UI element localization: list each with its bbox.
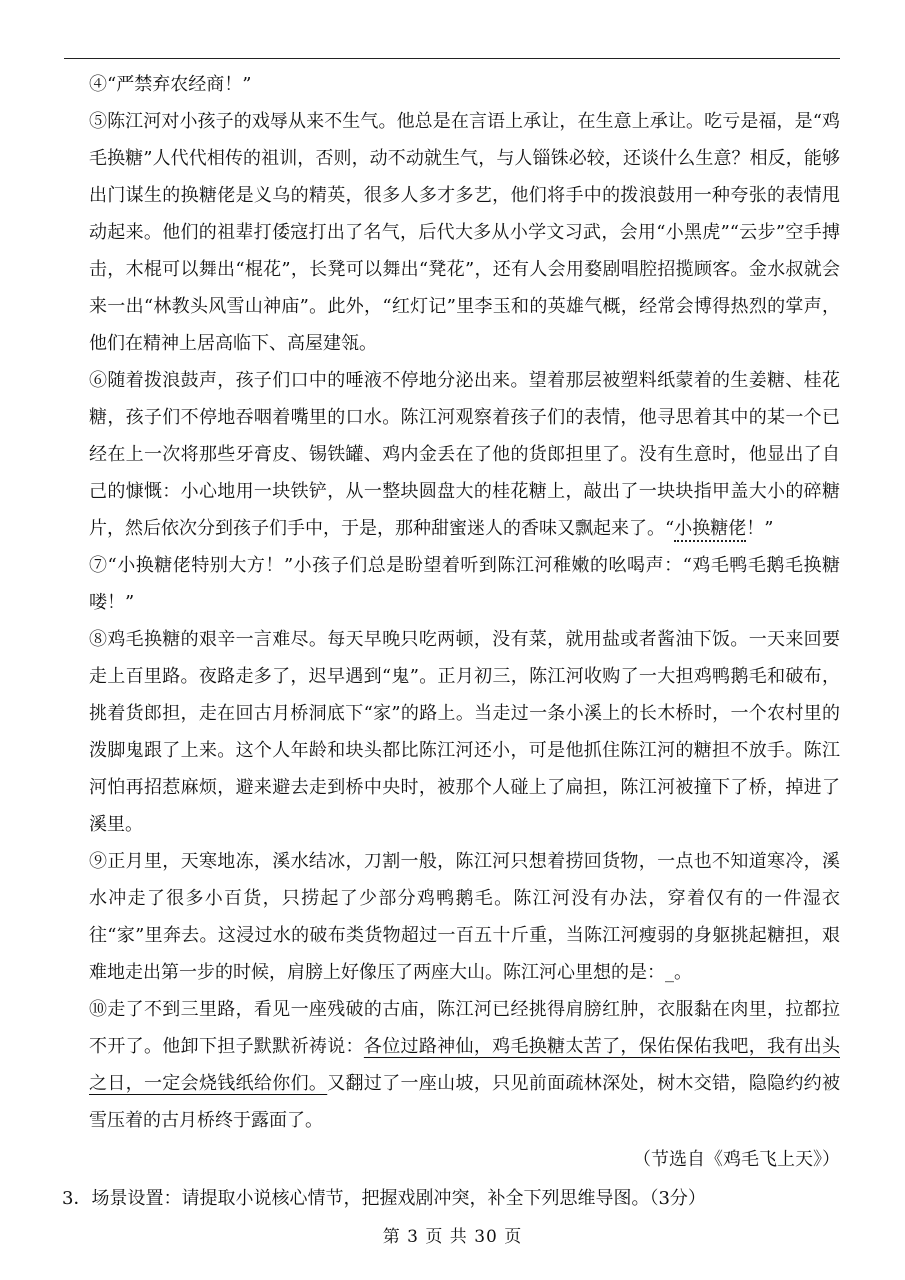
passage xyxy=(64,66,840,1217)
paragraph-9: ⑨正月里，天寒地冻，溪水结冰，刀割一般，陈江河只想着捞回货物，一点也不知道寒冷，溪水冲走了很多小百货，只捞起了少部分鸡鸭鹅毛。陈江河没有办法，穿着仅有的一件湿衣往“家”里奔去。这浸过水的破布类货物超过一百五十斤重，当陈江河瘦弱的身躯挑起糖担，艰难地走出第一步的时候，肩膀上好像压了两座大山。陈江河心里想的是：_。 xyxy=(89,851,840,983)
top-rule xyxy=(64,58,840,59)
paragraph-10 xyxy=(64,991,840,1139)
paragraph-8: ⑧鸡毛换糖的艰辛一言难尽。每天早晚只吃两顿，没有菜，就用盐或者酱油下饭。一天来回要走上百里路。夜路走多了，迟早遇到“鬼”。正月初三，陈江河收购了一大担鸡鸭鹅毛和破布，挑着货郎担，走在回古月桥洞底下“家”的路上。当走过一条小溪上的长木桥时，一个农村里的泼脚鬼跟了上来。这个人年龄和块头都比陈江河还小，可是他抓住陈江河的糖担不放手。陈江河怕再招惹麻烦，避来避去走到桥中央时，被那个人碰上了扁担，陈江河被撞下了桥，掉进了溪里。 xyxy=(89,629,840,835)
underlined-prayer: 各位过路神仙，鸡毛换糖太苦了，保佑保佑我吧，我有出头之日，一定会烧钱纸给你们。 xyxy=(89,1036,840,1094)
question-3: 3．场景设置：请提取小说核心情节，把握戏剧冲突，补全下列思维导图。（3分） xyxy=(62,1188,706,1209)
paragraph-5: ⑤陈江河对小孩子的戏辱从来不生气。他总是在言语上承让，在生意上承让。吃亏是福，是“鸡毛换糖”人代代相传的祖训，否则，动不动就生气，与人锱铢必较，还谈什么生意？相反，能够出门谋生的换糖佬是义乌的精英，很多人多才多艺，他们将手中的拨浪鼓用一种夸张的表情甩动起来。他们的祖辈打倭寇打出了名气，后代大多从小学文习武，会用“小黑虎”“云步”空手搏击，木棍可以舞出“棍花”，长凳可以舞出“凳花”，还有人会用婺剧唱腔招揽顾客。金水叔就会来一出“林教头风雪山神庙”。此外，“红灯记”里李玉和的英雄气概，经常会博得热烈的掌声，他们在精神上居高临下、高屋建瓴。 xyxy=(89,111,840,354)
paragraph-6 xyxy=(64,362,840,547)
paragraph-6-end: ！” xyxy=(746,518,774,539)
page-footer: 第 3 页 共 30 页 xyxy=(382,1227,523,1247)
paragraph-7: ⑦“小换糖佬特别大方！”小孩子们总是盼望着听到陈江河稚嫩的吆喝声：“鸡毛鸭毛鹅毛换糖喽！” xyxy=(89,555,840,613)
emphasized-phrase: 小换糖佬 xyxy=(674,518,746,542)
paragraph-10-end: 又翻过了一座山坡，只见前面疏林深处，树木交错，隐隐约约被雪压着的古月桥终于露面了。 xyxy=(89,1073,841,1131)
paragraph-6-text: ⑥随着拨浪鼓声，孩子们口中的唾液不停地分泌出来。望着那层被塑料纸蒙着的生姜糖、桂花糖，孩子们不停地吞咽着嘴里的口水。陈江河观察着孩子们的表情，他寻思着其中的某一个已经在上一次将那些牙膏皮、锡铁罐、鸡内金丢在了他的货郎担里了。没有生意时，他显出了自己的慷慨：小心地用一块铁铲，从一整块圆盘大的桂花糖上，敲出了一块块指甲盖大小的碎糖片，然后依次分到孩子们手中，于是，那种甜蜜迷人的香味又飘起来了。“ xyxy=(89,370,840,539)
paragraph-4: ④“严禁弃农经商！” xyxy=(89,74,252,95)
source-citation: （节选自《鸡毛飞上天》） xyxy=(633,1149,840,1170)
paragraph-10-text: ⑩走了不到三里路，看见一座残破的古庙，陈江河已经挑得肩膀红肿，衣服黏在肉里，拉都拉不开了。他卸下担子默默祈祷说： xyxy=(89,999,840,1057)
